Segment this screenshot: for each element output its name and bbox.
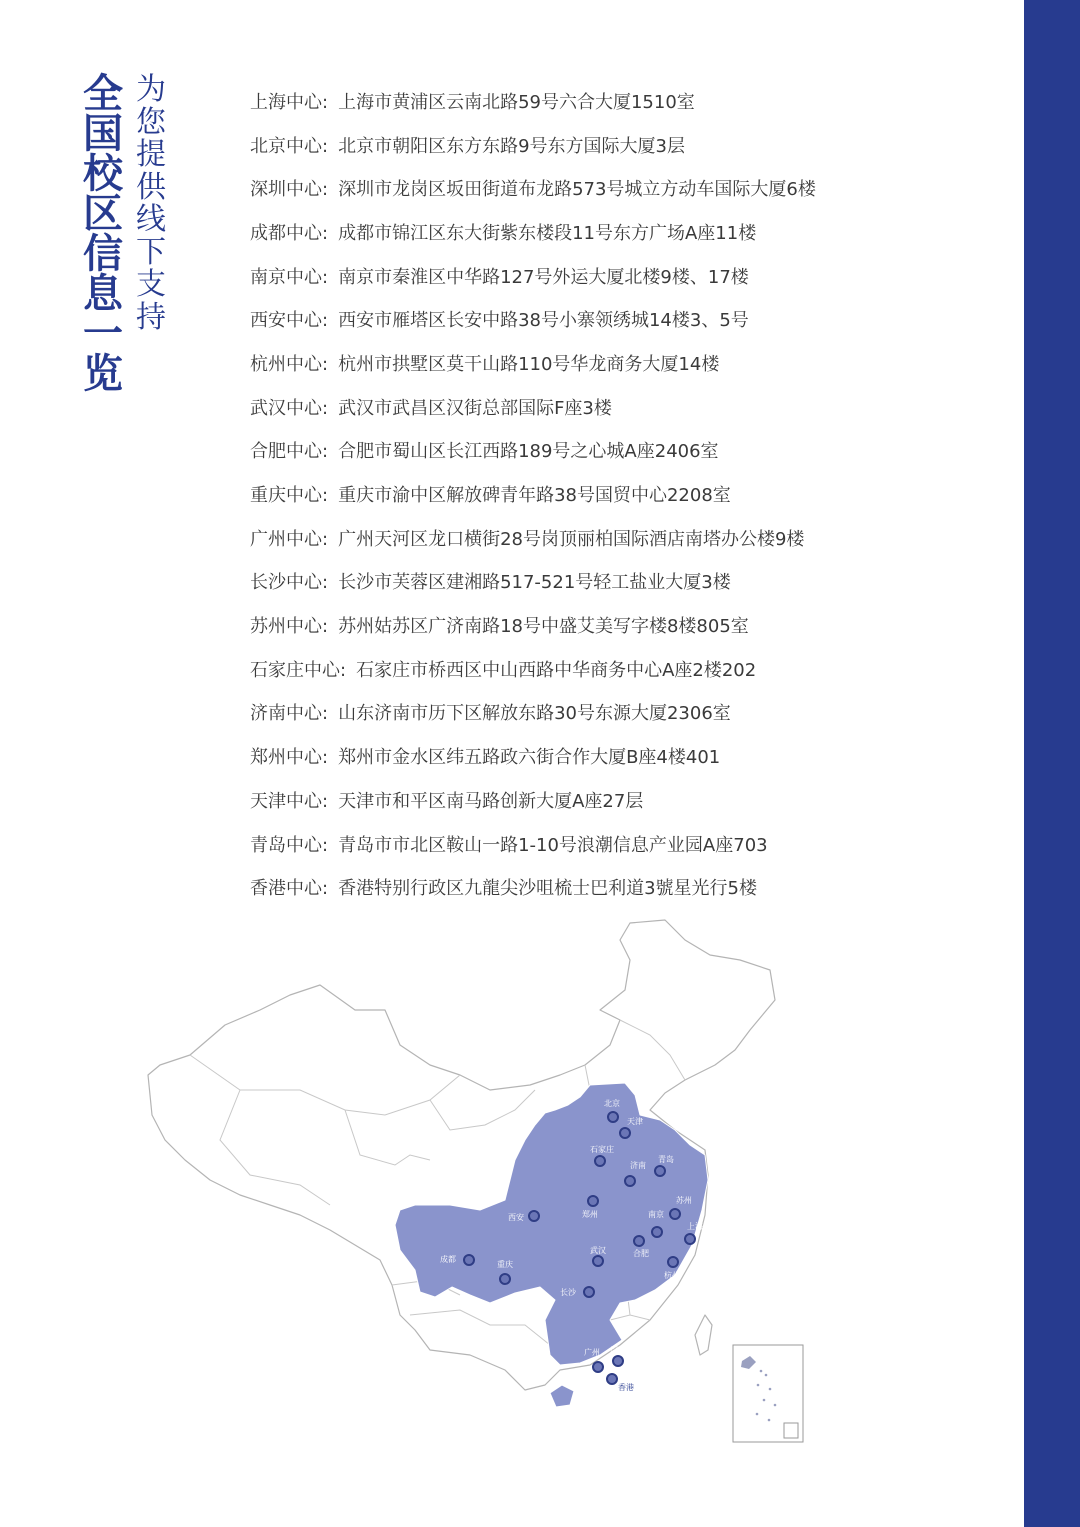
center-name: 武汉中心:	[250, 397, 329, 419]
city-dot	[593, 1362, 603, 1372]
city-label: 武汉	[590, 1246, 606, 1255]
center-address: 香港特别行政区九龍尖沙咀梳士巴利道3號星光行5楼	[338, 878, 757, 900]
center-address: 深圳市龙岗区坂田街道布龙路573号城立方动车国际大厦6楼	[338, 179, 816, 201]
inset-island-dot	[756, 1413, 759, 1416]
city-label dark: 青岛	[658, 1155, 674, 1164]
city-dot	[608, 1112, 618, 1122]
page-subtitle: 为您提供线下支持	[136, 72, 166, 335]
center-name: 青岛中心:	[250, 834, 329, 856]
city-label: 广州	[584, 1348, 600, 1357]
center-name: 合肥中心:	[250, 441, 329, 463]
center-name: 北京中心:	[250, 135, 329, 157]
city-label: 深圳	[610, 1346, 626, 1355]
city-label: 重庆	[497, 1260, 513, 1269]
inset-island-dot	[769, 1388, 772, 1391]
address-item-hongkong	[250, 865, 816, 909]
city-marker-hongkong	[607, 1374, 634, 1392]
address-item-hangzhou	[250, 341, 816, 385]
center-name: 郑州中心:	[250, 747, 329, 769]
center-address: 上海市黄浦区云南北路59号六合大厦1510室	[338, 91, 695, 113]
address-item-chengdu	[250, 210, 816, 254]
center-address: 山东济南市历下区解放东路30号东源大厦2306室	[338, 703, 731, 725]
center-address: 广州天河区龙口横街28号岗顶丽柏国际酒店南塔办公楼9楼	[338, 528, 805, 550]
center-address: 西安市雁塔区长安中路38号小寨领绣城14楼3、5号	[338, 310, 749, 332]
city-dot	[625, 1176, 635, 1186]
address-item-shenzhen	[250, 166, 816, 210]
city-dot	[655, 1166, 665, 1176]
city-marker-shenzhen	[610, 1345, 626, 1366]
city-dot	[613, 1356, 623, 1366]
taiwan-outline	[695, 1315, 712, 1355]
city-label: 苏州	[676, 1196, 692, 1205]
center-name: 成都中心:	[250, 222, 329, 244]
center-name: 长沙中心:	[250, 572, 329, 594]
city-dot	[652, 1227, 662, 1237]
center-name: 香港中心:	[250, 878, 329, 900]
center-name: 杭州中心:	[250, 353, 329, 375]
right-accent-band	[1024, 0, 1080, 1527]
city-dot	[529, 1211, 539, 1221]
center-address: 北京市朝阳区东方东路9号东方国际大厦3层	[338, 135, 685, 157]
china-campus-map	[130, 915, 820, 1455]
center-name: 石家庄中心:	[250, 659, 347, 681]
city-label: 合肥	[633, 1249, 649, 1258]
address-item-shanghai	[250, 79, 816, 123]
inset-island-dot	[765, 1374, 768, 1377]
center-name: 广州中心:	[250, 528, 329, 550]
highlighted-hainan	[550, 1385, 574, 1407]
city-label: 郑州	[582, 1210, 598, 1219]
center-address: 南京市秦淮区中华路127号外运大厦北楼9楼、17楼	[338, 266, 749, 288]
center-name: 天津中心:	[250, 790, 329, 812]
city-label: 上海	[687, 1222, 703, 1231]
center-address: 青岛市市北区鞍山一路1-10号浪潮信息产业园A座703	[338, 834, 768, 856]
city-dot	[620, 1128, 630, 1138]
address-item-qingdao	[250, 822, 816, 866]
center-name: 上海中心:	[250, 91, 329, 113]
city-label: 香港	[618, 1383, 634, 1392]
city-dot	[607, 1374, 617, 1384]
city-label: 天津	[627, 1117, 643, 1126]
city-dot	[685, 1234, 695, 1244]
center-address: 成都市锦江区东大街紫东楼段11号东方广场A座11楼	[338, 222, 757, 244]
city-dot	[588, 1196, 598, 1206]
center-address: 天津市和平区南马路创新大厦A座27层	[338, 790, 644, 812]
address-item-wuhan	[250, 385, 816, 429]
address-item-beijing	[250, 123, 816, 167]
center-name: 重庆中心:	[250, 485, 329, 507]
center-name: 苏州中心:	[250, 616, 329, 638]
address-item-tianjin	[250, 778, 816, 822]
city-dot	[464, 1255, 474, 1265]
center-address: 石家庄市桥西区中山西路中华商务中心A座2楼202	[356, 659, 757, 681]
city-marker-xian	[508, 1211, 539, 1222]
inset-island-dot	[760, 1370, 763, 1373]
address-item-shijiazhuang	[250, 647, 816, 691]
center-name: 西安中心:	[250, 310, 329, 332]
center-name: 深圳中心:	[250, 179, 329, 201]
address-item-xian	[250, 297, 816, 341]
address-item-jinan	[250, 691, 816, 735]
city-label: 济南	[630, 1161, 646, 1170]
south-china-sea-inset	[733, 1345, 803, 1442]
address-item-chongqing	[250, 472, 816, 516]
city-dot	[668, 1257, 678, 1267]
city-label: 长沙	[560, 1288, 576, 1297]
center-name: 南京中心:	[250, 266, 329, 288]
page-title: 全国校区信息一览	[83, 71, 123, 397]
address-item-guangzhou	[250, 516, 816, 560]
center-name: 济南中心:	[250, 703, 329, 725]
city-dot	[670, 1209, 680, 1219]
city-dot	[584, 1287, 594, 1297]
center-address: 合肥市蜀山区长江西路189号之心城A座2406室	[338, 441, 719, 463]
center-address: 武汉市武昌区汉街总部国际F座3楼	[338, 397, 612, 419]
center-address: 重庆市渝中区解放碑青年路38号国贸中心2208室	[338, 485, 731, 507]
address-item-hefei	[250, 429, 816, 473]
city-label: 石家庄	[590, 1145, 614, 1154]
address-item-zhengzhou	[250, 734, 816, 778]
city-label: 西安	[508, 1213, 524, 1222]
center-address: 郑州市金水区纬五路政六街合作大厦B座4楼401	[338, 747, 721, 769]
city-dot	[634, 1236, 644, 1246]
city-label: 南京	[648, 1210, 664, 1219]
inset-island-dot	[763, 1399, 766, 1402]
inset-island-dot	[768, 1419, 771, 1422]
inset-island-dot	[757, 1384, 760, 1387]
inset-island-dot	[774, 1404, 777, 1407]
city-dot	[595, 1156, 605, 1166]
center-address: 长沙市芙蓉区建湘路517-521号轻工盐业大厦3楼	[338, 572, 731, 594]
address-item-changsha	[250, 560, 816, 604]
city-label: 成都	[440, 1255, 456, 1264]
address-item-suzhou	[250, 603, 816, 647]
campus-address-list	[250, 79, 816, 909]
center-address: 苏州姑苏区广济南路18号中盛艾美写字楼8楼805室	[338, 616, 749, 638]
address-item-nanjing	[250, 254, 816, 298]
center-address: 杭州市拱墅区莫干山路110号华龙商务大厦14楼	[338, 353, 720, 375]
city-dot	[593, 1256, 603, 1266]
city-label: 杭州	[664, 1271, 680, 1280]
inset-scale-box	[784, 1423, 798, 1438]
city-dot	[500, 1274, 510, 1284]
city-label: 北京	[604, 1099, 620, 1108]
